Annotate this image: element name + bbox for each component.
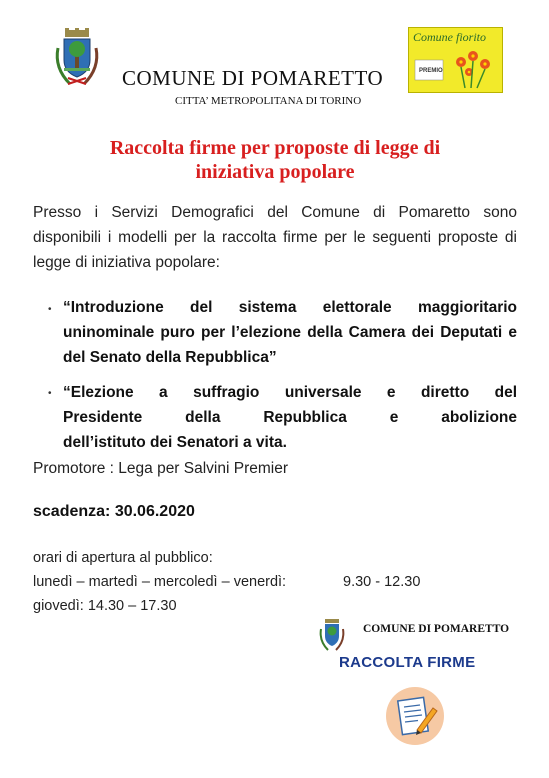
comune-title: COMUNE DI POMARETTO bbox=[122, 66, 384, 90]
comune-fiorito-badge-icon bbox=[408, 27, 503, 93]
badge-award: PREMIO bbox=[419, 68, 443, 74]
opening-hours-time: 9.30 - 12.30 bbox=[343, 574, 421, 590]
comune-subtitle: CITTA’ METROPOLITANA DI TORINO bbox=[175, 95, 362, 107]
proposal-item: “Introduzione del sistema elettorale maggioritario uninominale puro per l’elezione della Camera dei Deputati e del Senato della Repubblica” bbox=[63, 299, 517, 366]
coat-of-arms-small-icon bbox=[317, 618, 347, 652]
proposal-line: “Elezione a suffragio universale e diretto del bbox=[63, 384, 517, 401]
badge-title: Comune fiorito bbox=[413, 30, 487, 44]
bullet-icon: • bbox=[48, 388, 52, 399]
opening-hours-days: lunedì – martedì – mercoledì – venerdì: bbox=[33, 574, 287, 590]
opening-hours-title: orari di apertura al pubblico: bbox=[33, 550, 213, 566]
signature-form-icon bbox=[385, 686, 445, 746]
intro-paragraph: Presso i Servizi Demografici del Comune di Pomaretto sono disponibili i modelli per la raccolta firme per le seguenti proposte di legge di iniziativa popolare: bbox=[33, 204, 517, 271]
bullet-icon: • bbox=[48, 304, 52, 315]
heading-line-1: Raccolta firme per proposte di legge di bbox=[109, 137, 441, 159]
opening-hours-thursday: giovedì: 14.30 – 17.30 bbox=[33, 598, 177, 614]
footer-raccolta-firme: RACCOLTA FIRME bbox=[339, 654, 476, 671]
page-heading bbox=[40, 136, 510, 184]
footer-comune: COMUNE DI POMARETTO bbox=[363, 623, 510, 635]
coat-of-arms-icon bbox=[50, 28, 104, 88]
deadline-text: scadenza: 30.06.2020 bbox=[33, 503, 195, 520]
promotore-text: Promotore : Lega per Salvini Premier bbox=[33, 460, 289, 477]
proposal-line: dell’istituto dei Senatori a vita. bbox=[63, 434, 287, 451]
proposal-line: Presidente della Repubblica e abolizione bbox=[63, 409, 517, 426]
heading-line-2: iniziativa popolare bbox=[195, 161, 355, 183]
proposal-item bbox=[63, 380, 517, 455]
